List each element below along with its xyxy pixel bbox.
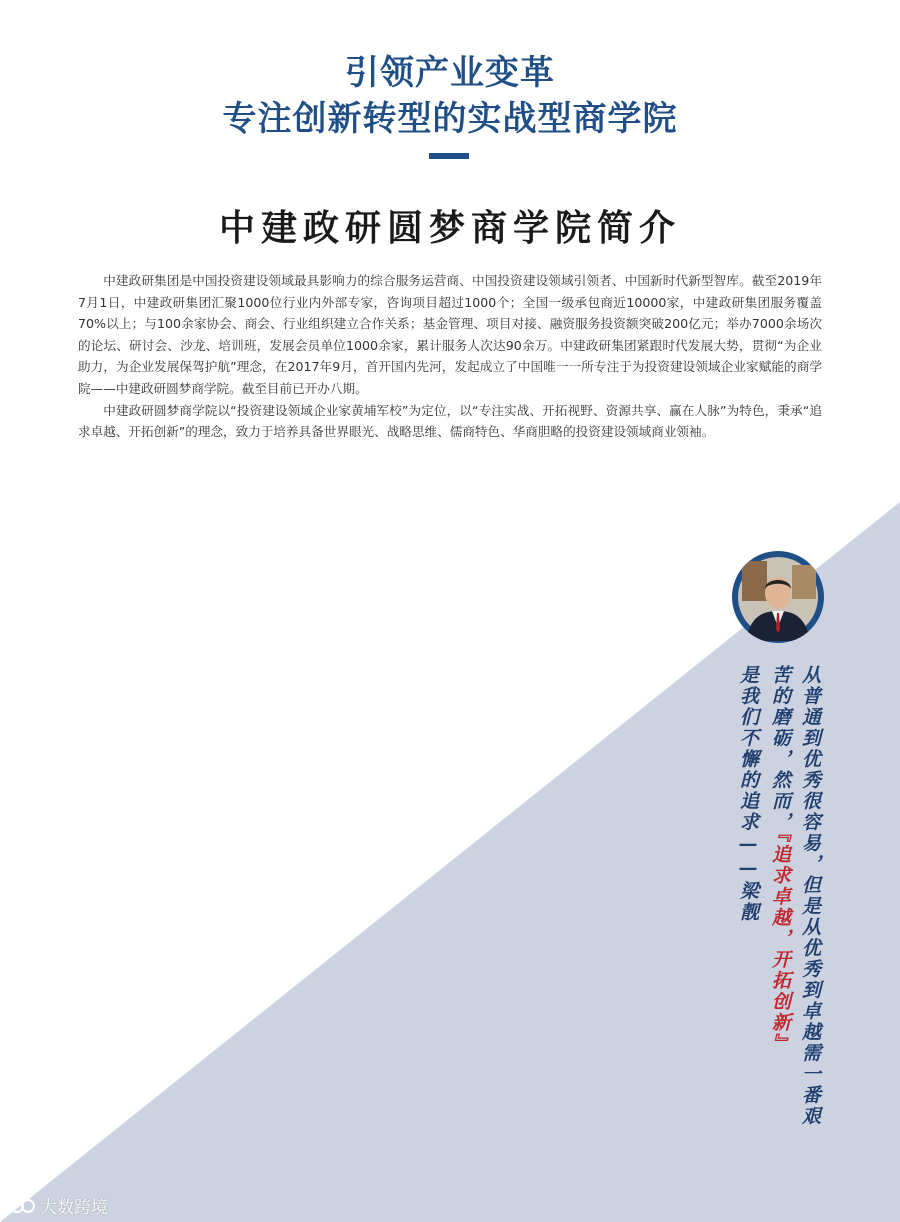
intro-paragraph-1: 中建政研集团是中国投资建设领域最具影响力的综合服务运营商、中国投资建设领域引领者、中国新时代新型智库。截至2019年7月1日，中建政研集团汇聚1000位行业内外部专家，咨询项目超过1000个；全国一级承包商近10000家，中建政研集团服务覆盖70%以上；与100余家协会、商会、行业组织建立合作关系；基金管理、项目对接、融资服务投资额突破200亿元；举办7000余场次的论坛、研讨会、沙龙、培训班，发展会员单位1000余家，累计服务人次达90余万。中建政研集团紧跟时代发展大势，贯彻“为企业助力，为企业发展保驾护航”理念，在2017年9月，首开国内先河，发起成立了中国唯一一所专注于为投资建设领域企业家赋能的商学院——中建政研圆梦商学院。截至目前已开办八期。 xyxy=(78,273,822,396)
intro-paragraph-2: 中建政研圆梦商学院以“投资建设领域企业家黄埔军校”为定位，以“专注实战、开拓视野、资源共享、赢在人脉”为特色，秉承“追求卓越、开拓创新”的理念，致力于培养具备世界眼光、战略思维、儒商特色、华商胆略的投资建设领域商业领袖。 xyxy=(78,402,822,440)
intro-title: 中建政研圆梦商学院简介 xyxy=(218,207,681,249)
quote-column-2 xyxy=(768,665,792,1055)
intro-body xyxy=(78,270,822,443)
headline-line-2: 专注创新转型的实战型商学院 xyxy=(222,99,678,139)
quote-column-2-text: 苦的磨砺，然而， xyxy=(769,665,791,833)
headline-line-1: 引领产业变革 xyxy=(345,53,555,93)
watermark-text: 大数跨境 xyxy=(40,1198,108,1218)
page-headline xyxy=(0,50,900,142)
quote-highlight: 『追求卓越，开拓创新』 xyxy=(769,833,791,1055)
quote-column-1: 从普通到优秀很容易，但是从优秀到卓越需一番艰 xyxy=(799,665,821,1127)
portrait-avatar xyxy=(732,551,824,643)
title-divider xyxy=(429,153,469,159)
quote-column-3: 是我们不懈的追求——梁靓 xyxy=(737,665,759,923)
watermark xyxy=(10,1193,108,1218)
watermark-logo-icon xyxy=(10,1196,36,1216)
